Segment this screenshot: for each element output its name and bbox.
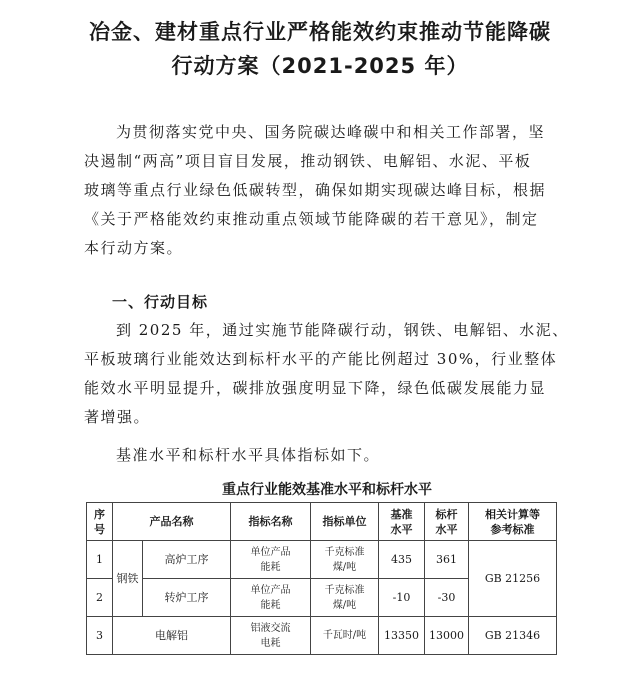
- goal-line: 著增强。: [84, 408, 151, 426]
- header-bench-line-1: 标杆: [435, 507, 458, 521]
- intro-line: 本行动方案。: [84, 239, 184, 257]
- table-row: [87, 617, 557, 655]
- cell-indicator: [231, 617, 311, 655]
- intro-paragraph: [84, 118, 564, 263]
- cell-indicator-line-2: 能耗: [260, 599, 281, 611]
- cell-indicator-line-1: 单位产品: [250, 546, 291, 558]
- goal-line: 能效水平明显提升，碳排放强度明显下降，绿色低碳发展能力显: [84, 379, 547, 397]
- cell-unit: 千瓦时/吨: [311, 617, 379, 655]
- intro-line: 为贯彻落实党中央、国务院碳达峰碳中和相关工作部署，坚: [116, 123, 546, 141]
- cell-benchmark-value: 361: [425, 541, 469, 579]
- cell-product: 电解铝: [113, 617, 231, 655]
- document-title-line-2: 行动方案（2021-2025 年）: [171, 54, 469, 78]
- cell-product: 转炉工序: [143, 579, 231, 617]
- cell-product: 高炉工序: [143, 541, 231, 579]
- table-intro-line: 基准水平和标杆水平具体指标如下。: [116, 446, 381, 464]
- cell-unit-line-1: 千克标准: [324, 584, 365, 596]
- cell-base-value: 435: [379, 541, 425, 579]
- header-indicator: 指标名称: [231, 503, 311, 541]
- goal-line: 到 2025 年，通过实施节能降碳行动，钢铁、电解铝、水泥、: [116, 321, 569, 339]
- header-base-level: [379, 503, 425, 541]
- cell-category: 钢铁: [113, 541, 143, 617]
- header-bench-line-2: 水平: [435, 522, 458, 536]
- efficiency-table: [86, 502, 557, 655]
- intro-line: 玻璃等重点行业绿色低碳转型，确保如期实现碳达峰目标，根据: [84, 181, 547, 199]
- cell-reference: GB 21346: [469, 617, 557, 655]
- intro-line: 决遏制“两高”项目盲目发展，推动钢铁、电解铝、水泥、平板: [84, 152, 532, 170]
- document-title-line-1: 冶金、建材重点行业严格能效约束推动节能降碳: [89, 20, 551, 44]
- cell-unit-line-2: 煤/吨: [332, 561, 357, 573]
- cell-indicator-line-1: 单位产品: [250, 584, 291, 596]
- cell-indicator-line-2: 能耗: [260, 561, 281, 573]
- cell-unit-line-2: 煤/吨: [332, 599, 357, 611]
- cell-unit-line-1: 千克标准: [324, 546, 365, 558]
- header-unit: 指标单位: [311, 503, 379, 541]
- goal-line: 平板玻璃行业能效达到标杆水平的产能比例超过 30%，行业整体: [84, 350, 558, 368]
- cell-unit: [311, 541, 379, 579]
- table-title: 重点行业能效基准水平和标杆水平: [222, 482, 432, 498]
- cell-benchmark-value: 13000: [425, 617, 469, 655]
- header-reference: [469, 503, 557, 541]
- header-ref-line-2: 参考标准: [490, 522, 535, 536]
- header-seq-line-1: 序: [94, 507, 105, 521]
- table-row: [87, 541, 557, 579]
- header-base-line-1: 基准: [390, 507, 413, 521]
- header-base-line-2: 水平: [390, 522, 413, 536]
- cell-indicator: [231, 579, 311, 617]
- cell-benchmark-value: -30: [425, 579, 469, 617]
- header-product: 产品名称: [113, 503, 231, 541]
- table-intro-paragraph: [84, 441, 564, 470]
- header-benchmark-level: [425, 503, 469, 541]
- header-seq-line-2: 号: [94, 522, 105, 536]
- cell-base-value: -10: [379, 579, 425, 617]
- goal-paragraph: [84, 316, 569, 432]
- cell-base-value: 13350: [379, 617, 425, 655]
- table-header-row: [87, 503, 557, 541]
- header-seq: [87, 503, 113, 541]
- cell-seq: 1: [87, 541, 113, 579]
- cell-seq: 3: [87, 617, 113, 655]
- cell-indicator-line-2: 电耗: [260, 637, 281, 649]
- cell-indicator: [231, 541, 311, 579]
- intro-line: 《关于严格能效约束推动重点领域节能降碳的若干意见》，制定: [84, 210, 539, 228]
- section-heading: 一、行动目标: [112, 293, 209, 311]
- cell-reference: GB 21256: [469, 541, 557, 617]
- cell-indicator-line-1: 铝液交流: [250, 622, 291, 634]
- cell-seq: 2: [87, 579, 113, 617]
- header-ref-line-1: 相关计算等: [485, 507, 540, 521]
- cell-unit: [311, 579, 379, 617]
